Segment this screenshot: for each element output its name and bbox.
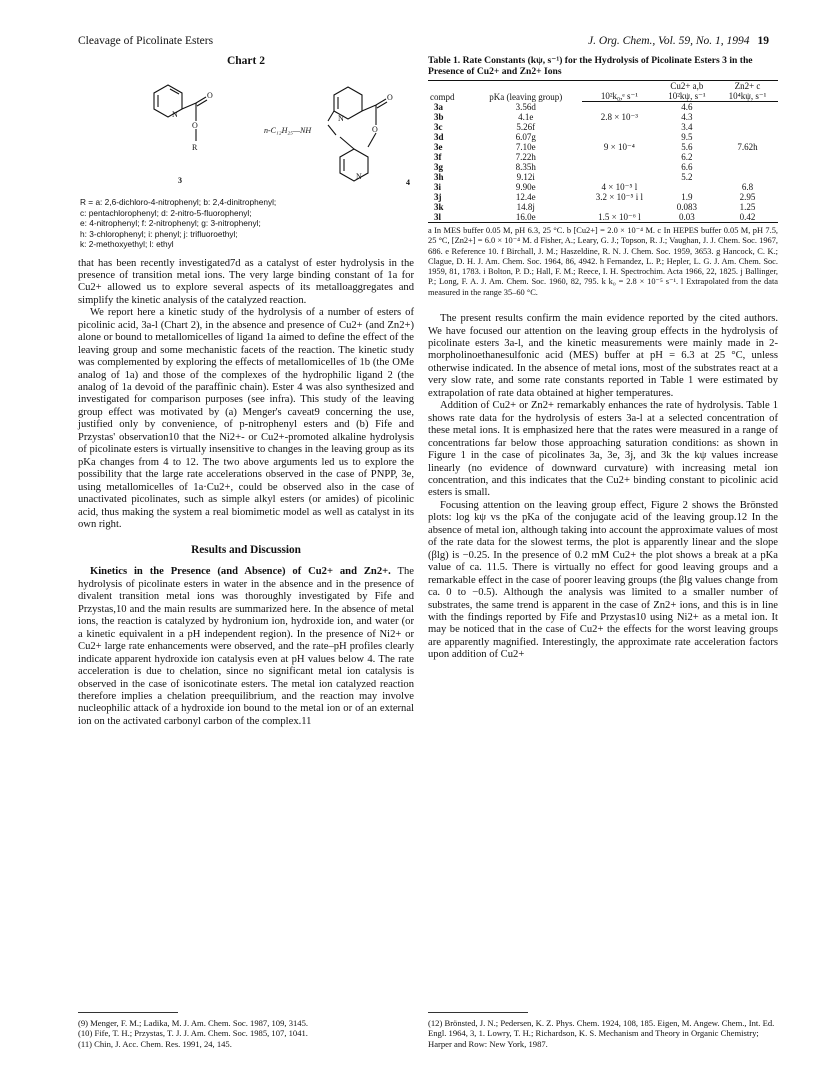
legend-line: R = a: 2,6-dichloro-4-nitrophenyl; b: 2,4-dinitrophenyl;: [80, 197, 277, 207]
cell-kcu: 0.083: [676, 202, 698, 212]
rate-constants-table: [428, 80, 778, 223]
cell-k0: 2.8 × 10⁻³: [600, 112, 638, 122]
table-row: [428, 182, 778, 192]
paragraph: The present results confirm the main evidence reported by the cited authors. We have focused our attention on the leaving group effects in the hydrolysis of picolinate esters 3a-l, and the kinetic measurements were mainly made in 2-morpholinoethanesulfonic acid (MES) buffer at pH = 6.3 at 25 °C, unless otherwise indicated. In the absence of metal ions, most of the substrates react at a very slow rate, and some rate constants reported in Table 1 were estimated by extrapolation of rate data obtained at higher temperatures.: [428, 313, 778, 399]
cell-k0: 9 × 10⁻⁴: [603, 142, 635, 152]
paragraph: Focusing attention on the leaving group effect, Figure 2 shows the Brönsted plots: log kψ vs the pKa of the conjugate acid of the leaving group.12 In the absence of metal ion, although taking into account the approximate values of most of the rate data for the slowest terms, the plot is apparently linear and the slope (βlg) is −0.25. In the presence of 0.2 mM Cu2+ the plot shows a break at a pKa value of ca. 11.5. There is virtually no effect for good leaving groups and a remarkable effect in the case of poorer leaving groups (the βlg values change from ca. 0 to −0.5). Although the analysis was limited to a smaller number of substrates, the same trend is apparent in the case of Zn2+ ions, and this is in line with the findings reported by Fife and Przystas10 using Ni2+ as a metal ion. It may be noticed that in the case of Cu2+ the effects for the worst leaving groups are apparently magnified. Interestingly, the approximate rate acceleration factors upon addition of Cu2+: [428, 499, 778, 661]
cell-compd: 3b: [434, 112, 444, 122]
cell-compd: 3f: [434, 152, 442, 162]
cell-kcu: 5.6: [681, 142, 693, 152]
cell-compd: 3l: [428, 212, 470, 223]
cell-kcu: 6.6: [681, 162, 693, 172]
cell-k0: [582, 202, 657, 212]
table-row: [428, 122, 778, 132]
paragraph: Addition of Cu2+ or Zn2+ remarkably enhances the rate of hydrolysis. Table 1 shows rate data for the hydrolysis of esters 3a-l at a selected concentration of these metal ions. It is emphasized here that the rates were measured in a range of concentrations far below those approaching saturation conditions: as shown in Figure 1 in the case of picolinates 3a, 3e, 3j, and 3k the kψ values increase linearly (no evidence of downward curvature) with increasing metal ion concentration, and this indicates that the Cu2+ binding constant to picolinic acid esters is small.: [428, 400, 778, 499]
legend-line: k: 2-methoxyethyl; l: ethyl: [80, 239, 174, 249]
legend-line: h: 3-chlorophenyl; i: phenyl; j: trifluoroethyl;: [80, 228, 238, 239]
col-header-pka: pKa (leaving group): [470, 81, 582, 102]
col-header-cu: Cu2+ a,b: [657, 81, 717, 92]
table-footnotes: a In MES buffer 0.05 M, pH 6.3, 25 °C. b [Cu2+] = 2.0 × 10⁻⁴ M. c In HEPES buffer 0.05 M, pH 7.5, 25 °C, [Zn2+] = 6.0 × 10⁻⁴ M. d Fisher, A.; Leary, G. J.; Topson, R. J.; Vaughan, J. J. Chem. Soc. 1967, 686. e Reference 10. f Birchall, J. M.; Haszeldine, R. N. J. Chem. Soc. 1959, 3653. g Hancock, C. K.; Clague, D. H. J. Am. Chem. Soc. 1964, 86, 4942. h Fernandez, L. P.; Hepler, L. G. J. Am. Chem. Soc. 1959, 81, 1783. i Bolton, P. D.; Hall, F. M.; Reece, I. H. Spectrochim. Acta 1966, 22, 1825. j Ballinger, P.; Long, F. A. J. Am. Chem. Soc. 1960, 82, 795. k k₀ = 2.8 × 10⁻⁵ s⁻¹. l Extrapolated from the data measured in the range 35–60 °C.: [428, 226, 778, 297]
table-row: [428, 132, 778, 142]
ring-n-4a: N: [338, 114, 344, 123]
footnote: (10) Fife, T. H.; Przystas, T. J. J. Am. Chem. Soc. 1985, 107, 1041.: [78, 1028, 308, 1039]
cell-kzn: 2.95: [739, 192, 756, 202]
cell-kzn: [717, 112, 778, 122]
cell-kcu: 5.2: [681, 172, 693, 182]
footnote: (11) Chin, J. Acc. Chem. Res. 1991, 24, 145.: [78, 1038, 232, 1049]
cell-pka: 16.0e: [470, 212, 582, 223]
structure-label-4: 4: [406, 178, 410, 187]
footnote-rule-left: [78, 1012, 178, 1013]
cell-k0: [582, 172, 657, 182]
ring-n-4b: N: [356, 172, 362, 181]
table-row: [428, 152, 778, 162]
col-header-k0: 10²k₀,ᵉ s⁻¹: [582, 91, 657, 102]
footnote-rule-right: [428, 1012, 528, 1013]
ester-o-4: O: [372, 125, 378, 134]
cell-compd: 3h: [434, 172, 444, 182]
ring-n-3: N: [172, 110, 178, 119]
cell-kcu: 1.9: [681, 192, 693, 202]
table-row: [428, 162, 778, 172]
col-header-kcu: 10²kψ, s⁻¹: [657, 91, 717, 102]
cell-compd: 3a: [434, 101, 443, 112]
running-head-title: Cleavage of Picolinate Esters: [78, 35, 214, 47]
footnote: (9) Menger, F. M.; Ladika, M. J. Am. Chem. Soc. 1987, 109, 3145.: [78, 1018, 309, 1028]
table-row: [428, 212, 778, 223]
col-header-blank: [582, 81, 657, 92]
cell-pka: 6.07g: [515, 132, 536, 142]
cell-kcu: 4.3: [681, 112, 693, 122]
cell-compd: 3j: [434, 192, 442, 202]
paragraph: [78, 566, 414, 728]
cell-pka: 7.22h: [515, 152, 536, 162]
cell-kcu: 6.2: [681, 152, 693, 162]
cell-k0: 1.5 × 10⁻⁶ l: [582, 212, 657, 223]
r-group-label: R: [192, 143, 198, 152]
section-heading: Results and Discussion: [191, 544, 301, 557]
cell-kcu: [657, 182, 717, 192]
legend-line: e: 4-nitrophenyl; f: 2-nitrophenyl; g: 3-nitrophenyl;: [80, 218, 261, 228]
chart-title: Chart 2: [226, 55, 265, 67]
cell-compd: 3k: [434, 202, 444, 212]
chart-legend: [78, 197, 414, 250]
cell-k0: 3.2 × 10⁻⁵ i l: [595, 192, 643, 202]
paragraph: that has been recently investigated7d as a catalyst of ester hydrolysis in the presence of transition metal ions. The very large binding constant of 1a for Cu2+ allowed us to explore several aspects of its metalloaggregates and simplify the kinetic analysis of the catalyzed reaction.: [78, 257, 414, 306]
cell-compd: 3c: [434, 122, 443, 132]
cell-kzn: [717, 122, 778, 132]
cell-kzn: [717, 152, 778, 162]
footnote: (12) Brönsted, J. N.; Pedersen, K. Z. Phys. Chem. 1924, 108, 185. Eigen, M. Angew. Chem., Int. Ed. Engl. 1964, 3, 1. Lowry, T. H.; Richardson, K. S. Mechanism and Theory in Organic Chemistry; Harper and Row: New York, 1987.: [428, 1018, 775, 1049]
structure-4: [328, 87, 387, 181]
cell-k0: [582, 162, 657, 172]
cell-kcu: 4.6: [681, 102, 693, 112]
cell-pka: 9.90e: [515, 182, 536, 192]
cell-k0: [582, 122, 657, 132]
cell-k0: [582, 102, 657, 113]
cell-kzn: [717, 132, 778, 142]
cell-k0: [582, 132, 657, 142]
left-column: [78, 55, 414, 728]
cell-kzn: [717, 172, 778, 182]
cell-kzn: 7.62h: [737, 142, 758, 152]
cell-compd: 3e: [434, 142, 443, 152]
right-column: [428, 55, 778, 662]
table-row: [428, 112, 778, 122]
cell-k0: [582, 152, 657, 162]
paragraph: We report here a kinetic study of the hydrolysis of a number of esters of picolinic acid, 3a-l (Chart 2), in the absence and presence of Cu2+ (and Zn2+) alone or bound to metallomicelles of ligand 1a aimed to define the effect of the leaving group and some mechanistic facets of the reaction. The kinetic study was complemented by exploring the effects of metallomicelles of 1b (the OMe analog of 1a) and those of the complexes of the hydrophilic ligand 2 (the analog of 1a devoid of the paraffinic chain). Ester 4 was also synthesized and investigated for comparison purposes (see infra). This study of the leaving group effect was motivated by (a) Menger's caveat9 concerning the use, justified only by convenience, of p-nitrophenyl esters and (b) Fife and Przystas' observation10 that the Ni2+- or Cu2+-promoted alkaline hydrolysis of picolinate esters is virtually insensitive to changes in the leaving group as its pKa changes from 4 to 12. The two above arguments led us to explore the possibility that the large rate accelerations observed in the case of PNPP, 3e, using metallomicelles of 1a·Cu2+, could be observed also in the case of unactivated picolinates, such as simple alkyl esters (or amides) of picolinic acid, thus making the system a real biomimetic model as well as catalyst in its own right.: [78, 307, 414, 531]
cell-kzn: 6.8: [741, 182, 754, 192]
table-title: Table 1. Rate Constants (kψ, s⁻¹) for the Hydrolysis of Picolinate Esters 3 in the Presence of Cu2+ and Zn2+ Ions: [428, 55, 753, 77]
table-row: [428, 202, 778, 212]
footnotes-right: [428, 1018, 778, 1049]
footnotes-left: [78, 1018, 414, 1049]
run-in-heading: Kinetics in the Presence (and Absence) of Cu2+ and Zn2+.: [90, 566, 391, 578]
cell-pka: 5.26f: [516, 122, 536, 132]
cell-compd: 3d: [434, 132, 444, 142]
cell-kzn: [717, 102, 778, 113]
cell-compd: 3g: [434, 162, 443, 172]
legend-line: c: pentachlorophenyl; d: 2-nitro-5-fluorophenyl;: [80, 207, 252, 218]
journal-citation: J. Org. Chem., Vol. 59, No. 1, 1994: [587, 35, 750, 47]
col-header-zn: Zn2+ c: [717, 81, 778, 92]
carbonyl-o-3: O: [207, 91, 213, 100]
running-head-journal: [588, 35, 769, 47]
table-row: [428, 102, 778, 113]
col-header-kzn: 10⁴kψ, s⁻¹: [717, 91, 778, 102]
table-row: [428, 192, 778, 202]
alkyl-chain: n-C₁₂H₂₅—NH: [264, 126, 312, 135]
cell-pka: 14.8j: [516, 202, 535, 212]
cell-pka: 7.10e: [515, 142, 536, 152]
cell-kcu: 9.5: [681, 132, 693, 142]
cell-k0: 4 × 10⁻⁵ l: [601, 182, 638, 192]
col-header-compd: compd: [428, 81, 470, 102]
table-row: [428, 172, 778, 182]
cell-pka: 8.35h: [515, 162, 536, 172]
table-row: [428, 142, 778, 152]
ester-o-3: O: [192, 121, 198, 130]
cell-pka: 4.1e: [518, 112, 534, 122]
chart-structures: [78, 73, 414, 193]
page-number: 19: [757, 35, 769, 47]
cell-compd: 3i: [434, 182, 442, 192]
cell-kcu: 0.03: [657, 212, 717, 223]
cell-kzn: [717, 162, 778, 172]
structure-label-3: 3: [178, 176, 182, 185]
cell-pka: 3.56d: [515, 101, 536, 112]
structure-3: [154, 85, 207, 141]
cell-pka: 12.4e: [515, 192, 536, 202]
carbonyl-bond-3: [182, 103, 196, 109]
paragraph-text: The hydrolysis of picolinate esters in water in the absence and in the presence of divalent transition metal ions was thoroughly investigated by Fife and Przystas,10 and the main results are summarized here. In the absence of metal ions, the reaction is catalyzed by hydronium ion, hydroxide ion, and water (or a kinetic equivalent in a pH independent region). In the presence of Ni2+ or Cu2+ large rate enhancements were observed, and the rate–pH profiles clearly indicate apparent hydroxide ion catalysis even at pH values below 4. The rate acceleration is due to chelation, since no significant metal ion catalysis is observed in the case of isonicotinate esters. The metal ion catalyzed reaction therefore implies a chelation preequilibrium, and the reaction may involve nucleophilic attack of a hydroxide ion bound to the metal ion or of an external ion on the activated carbonyl carbon of the complex.11: [78, 566, 414, 727]
cell-pka: 9.12i: [516, 172, 535, 182]
cell-kzn: 1.25: [739, 202, 756, 212]
cell-kzn: 0.42: [717, 212, 778, 223]
carbonyl-o-4: O: [387, 93, 393, 102]
cell-kcu: 3.4: [681, 122, 693, 132]
